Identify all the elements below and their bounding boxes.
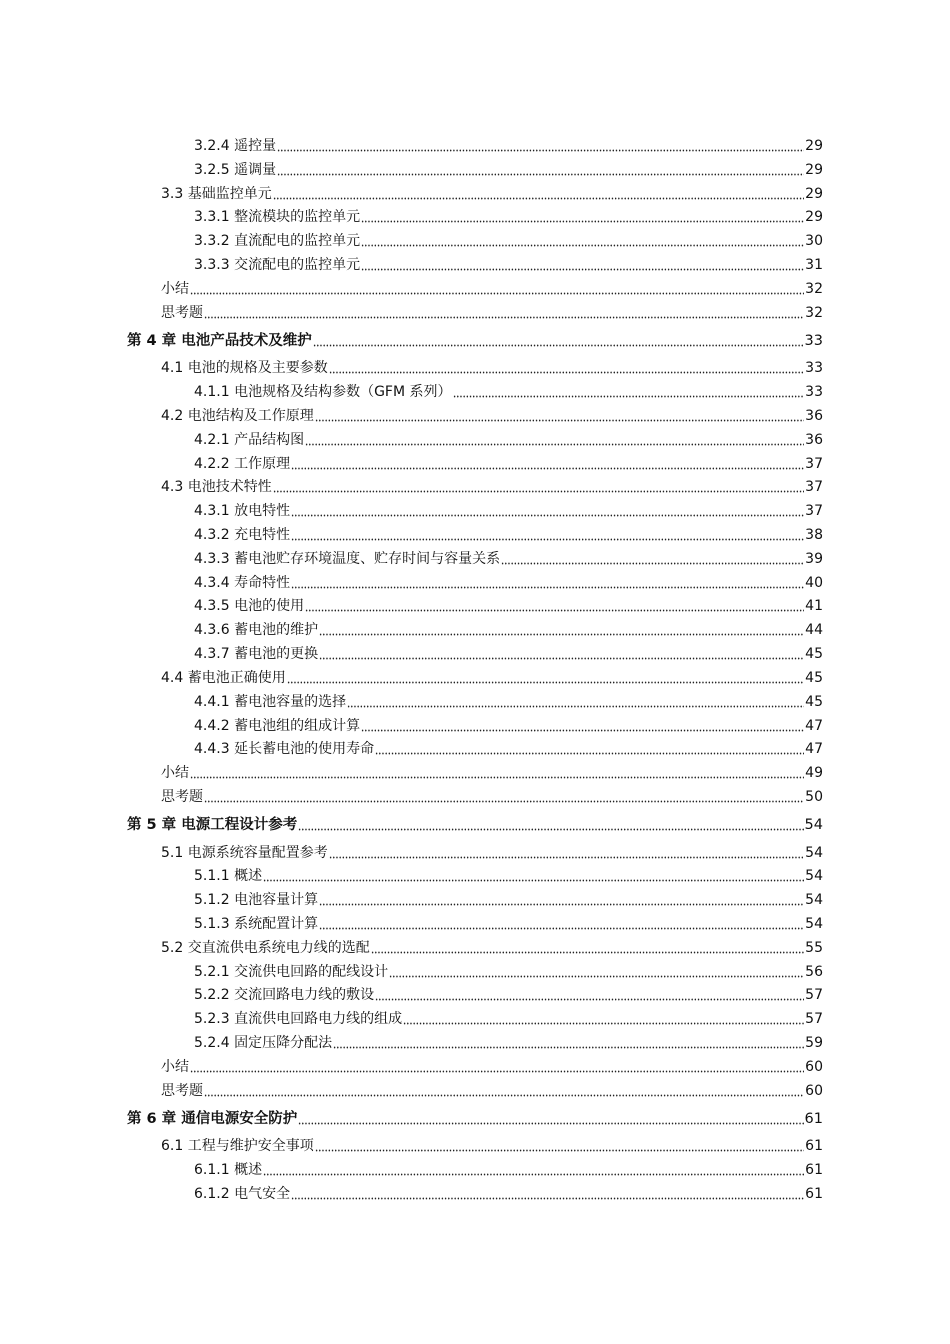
toc-section-entry[interactable] [161, 783, 823, 805]
toc-subsection-entry[interactable] [194, 1005, 823, 1027]
toc-section-entry[interactable] [161, 473, 823, 495]
toc-entry-label: 5.2.1 交流供电回路的配线设计 [194, 963, 389, 980]
toc-entry-label: 3.2.4 遥控量 [194, 138, 277, 154]
toc-entry-label: 5.2.3 直流供电回路电力线的组成 [194, 1011, 403, 1028]
toc-subsection-entry[interactable] [194, 497, 823, 519]
toc-entry-label: 4.2 电池结构及工作原理 [161, 407, 314, 424]
toc-dot-leader [263, 868, 804, 882]
toc-page-number: 61 [804, 1110, 823, 1127]
toc-entry-label: 小结 [161, 1058, 189, 1075]
toc-entry-label: 4.1 电池的规格及主要参数 [161, 360, 328, 377]
toc-page-number: 56 [805, 963, 823, 980]
toc-dot-leader [371, 940, 804, 954]
toc-page-number: 54 [805, 868, 823, 885]
toc-dot-leader [453, 384, 805, 398]
toc-subsection-entry[interactable] [194, 251, 823, 273]
toc-subsection-entry[interactable] [194, 426, 823, 448]
toc-subsection-entry[interactable] [194, 450, 823, 472]
toc-dot-leader [319, 622, 804, 636]
toc-entry-label: 4.2.1 产品结构图 [194, 431, 305, 448]
toc-subsection-entry[interactable] [194, 688, 823, 710]
toc-page-number: 36 [805, 407, 823, 424]
toc-dot-leader [329, 360, 804, 374]
toc-dot-leader [277, 138, 804, 152]
toc-section-entry[interactable] [161, 402, 823, 424]
toc-dot-leader [298, 1111, 803, 1125]
toc-dot-leader [375, 741, 804, 755]
toc-page-number: 60 [805, 1082, 823, 1099]
toc-entry-label: 4.3.7 蓄电池的更换 [194, 646, 319, 663]
toc-dot-leader [273, 186, 804, 200]
toc-page-number: 54 [805, 892, 823, 909]
toc-dot-leader [315, 408, 804, 422]
toc-entry-label: 3.3.1 整流模块的监控单元 [194, 209, 361, 226]
toc-subsection-entry[interactable] [194, 378, 823, 400]
toc-page-number: 32 [805, 280, 823, 297]
toc-dot-leader [291, 527, 804, 541]
toc-entry-label: 6.1.2 电气安全 [194, 1186, 291, 1202]
toc-page-number: 29 [805, 185, 823, 202]
toc-dot-leader [389, 964, 804, 978]
toc-dot-leader [333, 1035, 804, 1049]
toc-entry-label: 4.2.2 工作原理 [194, 455, 291, 472]
toc-dot-leader [329, 845, 804, 859]
toc-dot-leader [204, 1083, 804, 1097]
toc-entry-label: 5.1.1 概述 [194, 868, 263, 885]
toc-dot-leader [291, 503, 804, 517]
toc-page-number: 57 [805, 987, 823, 1004]
toc-subsection-entry[interactable] [194, 569, 823, 591]
toc-entry-label: 3.2.5 遥调量 [194, 161, 277, 178]
toc-page-number: 33 [805, 384, 823, 401]
toc-dot-leader [501, 551, 804, 565]
toc-entry-label: 4.3 电池技术特性 [161, 479, 272, 496]
toc-page-number: 45 [805, 693, 823, 710]
toc-entry-label: 3.3.3 交流配电的监控单元 [194, 257, 361, 274]
toc-subsection-entry[interactable] [194, 640, 823, 662]
toc-subsection-entry[interactable] [194, 958, 823, 980]
toc-dot-leader [190, 1059, 804, 1073]
toc-entry-label: 第 6 章 通信电源安全防护 [127, 1110, 298, 1127]
toc-section-entry[interactable] [161, 180, 823, 202]
toc-page-number: 49 [805, 765, 823, 782]
toc-page-number: 37 [805, 479, 823, 496]
toc-entry-label: 6.1 工程与维护安全事项 [161, 1138, 314, 1155]
toc-entry-label: 4.4.2 蓄电池组的组成计算 [194, 717, 361, 734]
toc-subsection-entry[interactable] [194, 521, 823, 543]
toc-dot-leader [319, 916, 804, 930]
toc-entry-label: 思考题 [161, 1082, 203, 1099]
toc-page-number: 37 [805, 455, 823, 472]
toc-entry-label: 第 4 章 电池产品技术及维护 [127, 332, 312, 349]
toc-entry-label: 小结 [161, 280, 189, 297]
toc-page-number: 57 [805, 1011, 823, 1028]
toc-page-number: 54 [805, 844, 823, 861]
toc-dot-leader [291, 575, 804, 589]
toc-entry-label: 5.2.2 交流回路电力线的敷设 [194, 987, 375, 1004]
toc-page-number: 33 [804, 332, 823, 349]
toc-chapter-entry[interactable] [127, 327, 823, 349]
toc-dot-leader [291, 456, 804, 470]
toc-dot-leader [298, 817, 803, 831]
toc-dot-leader [361, 718, 804, 732]
toc-subsection-entry[interactable] [194, 132, 823, 154]
toc-subsection-entry[interactable] [194, 156, 823, 178]
toc-section-entry[interactable] [161, 1132, 823, 1154]
toc-dot-leader [319, 646, 804, 660]
toc-entry-label: 4.1.1 电池规格及结构参数（GFM 系列） [194, 384, 452, 401]
toc-dot-leader [204, 789, 804, 803]
toc-entry-label: 4.3.1 放电特性 [194, 503, 291, 520]
toc-section-entry[interactable] [161, 1053, 823, 1075]
toc-subsection-entry[interactable] [194, 203, 823, 225]
toc-page-number: 32 [805, 304, 823, 321]
toc-entry-label: 思考题 [161, 788, 203, 805]
toc-entry-label: 5.1 电源系统容量配置参考 [161, 844, 328, 861]
toc-section-entry[interactable] [161, 934, 823, 956]
toc-subsection-entry[interactable] [194, 735, 823, 757]
toc-subsection-entry[interactable] [194, 1029, 823, 1051]
toc-subsection-entry[interactable] [194, 712, 823, 734]
toc-entry-label: 小结 [161, 765, 189, 782]
toc-entry-label: 4.4 蓄电池正确使用 [161, 669, 286, 686]
toc-page-number: 44 [805, 622, 823, 639]
toc-page-number: 45 [805, 646, 823, 663]
toc-section-entry[interactable] [161, 759, 823, 781]
toc-entry-label: 3.3 基础监控单元 [161, 185, 272, 202]
toc-dot-leader [361, 233, 804, 247]
toc-entry-label: 4.4.1 蓄电池容量的选择 [194, 693, 347, 710]
toc-entry-label: 5.1.3 系统配置计算 [194, 916, 319, 933]
toc-entry-label: 4.3.4 寿命特性 [194, 574, 291, 591]
toc-section-entry[interactable] [161, 354, 823, 376]
toc-dot-leader [315, 1138, 804, 1152]
toc-dot-leader [305, 432, 804, 446]
toc-entry-label: 3.3.2 直流配电的监控单元 [194, 233, 361, 250]
toc-page-number: 47 [805, 717, 823, 734]
toc-page-number: 54 [804, 816, 823, 833]
toc-page-number: 29 [805, 138, 823, 154]
toc-page-number: 59 [805, 1035, 823, 1052]
toc-entry-label: 4.3.6 蓄电池的维护 [194, 622, 319, 639]
toc-page-number: 61 [805, 1186, 823, 1202]
toc-dot-leader [403, 1011, 804, 1025]
toc-dot-leader [319, 892, 804, 906]
toc-page-number: 33 [805, 360, 823, 377]
toc-page-number: 38 [805, 527, 823, 544]
toc-dot-leader [190, 281, 804, 295]
toc-page-number: 40 [805, 574, 823, 591]
toc-dot-leader [263, 1162, 804, 1176]
toc-entry-label: 思考题 [161, 304, 203, 321]
toc-dot-leader [375, 987, 804, 1001]
toc-dot-leader [190, 765, 804, 779]
toc-subsection-entry[interactable] [194, 1156, 823, 1178]
toc-dot-leader [305, 598, 804, 612]
toc-subsection-entry[interactable] [194, 227, 823, 249]
toc-section-entry[interactable] [161, 839, 823, 861]
toc-page-number: 30 [805, 233, 823, 250]
toc-dot-leader [273, 479, 804, 493]
toc-entry-label: 4.3.3 蓄电池贮存环境温度、贮存时间与容量关系 [194, 550, 501, 567]
toc-page-number: 45 [805, 669, 823, 686]
toc-entry-label: 4.3.5 电池的使用 [194, 598, 305, 615]
toc-entry-label: 5.2 交直流供电系统电力线的选配 [161, 939, 370, 956]
toc-subsection-entry[interactable] [194, 910, 823, 932]
toc-page-number: 36 [805, 431, 823, 448]
toc-section-entry[interactable] [161, 275, 823, 297]
toc-page-number: 29 [805, 161, 823, 178]
toc-section-entry[interactable] [161, 664, 823, 686]
toc-page-number: 47 [805, 741, 823, 758]
toc-page-number: 61 [805, 1138, 823, 1155]
toc-page-number: 60 [805, 1058, 823, 1075]
toc-page-number: 54 [805, 916, 823, 933]
toc-entry-label: 6.1.1 概述 [194, 1162, 263, 1179]
toc-dot-leader [291, 1186, 804, 1200]
toc-subsection-entry[interactable] [194, 592, 823, 614]
toc-entry-label: 4.3.2 充电特性 [194, 527, 291, 544]
toc-page-number: 55 [805, 939, 823, 956]
toc-subsection-entry[interactable] [194, 981, 823, 1003]
toc-section-entry[interactable] [161, 1077, 823, 1099]
toc-page-number: 31 [805, 257, 823, 274]
toc-dot-leader [204, 305, 804, 319]
toc-dot-leader [361, 209, 804, 223]
toc-dot-leader [347, 694, 804, 708]
toc-entry-label: 4.4.3 延长蓄电池的使用寿命 [194, 741, 375, 758]
toc-subsection-entry[interactable] [194, 545, 823, 567]
toc-dot-leader [287, 670, 804, 684]
toc-entry-label: 第 5 章 电源工程设计参考 [127, 816, 298, 833]
toc-subsection-entry[interactable] [194, 886, 823, 908]
toc-subsection-entry[interactable] [194, 1180, 823, 1202]
toc-page-number: 39 [805, 550, 823, 567]
toc-subsection-entry[interactable] [194, 616, 823, 638]
toc-page-number: 41 [805, 598, 823, 615]
toc-subsection-entry[interactable] [194, 862, 823, 884]
toc-dot-leader [361, 257, 804, 271]
toc-chapter-entry[interactable] [127, 1105, 823, 1127]
toc-dot-leader [277, 162, 804, 176]
toc-page-number: 61 [805, 1162, 823, 1179]
toc-section-entry[interactable] [161, 299, 823, 321]
toc-page-number: 50 [805, 788, 823, 805]
toc-entry-label: 5.1.2 电池容量计算 [194, 892, 319, 909]
toc-page-number: 29 [805, 209, 823, 226]
toc-chapter-entry[interactable] [127, 811, 823, 833]
toc-dot-leader [313, 333, 804, 347]
toc-entry-label: 5.2.4 固定压降分配法 [194, 1035, 333, 1052]
toc-page-number: 37 [805, 503, 823, 520]
